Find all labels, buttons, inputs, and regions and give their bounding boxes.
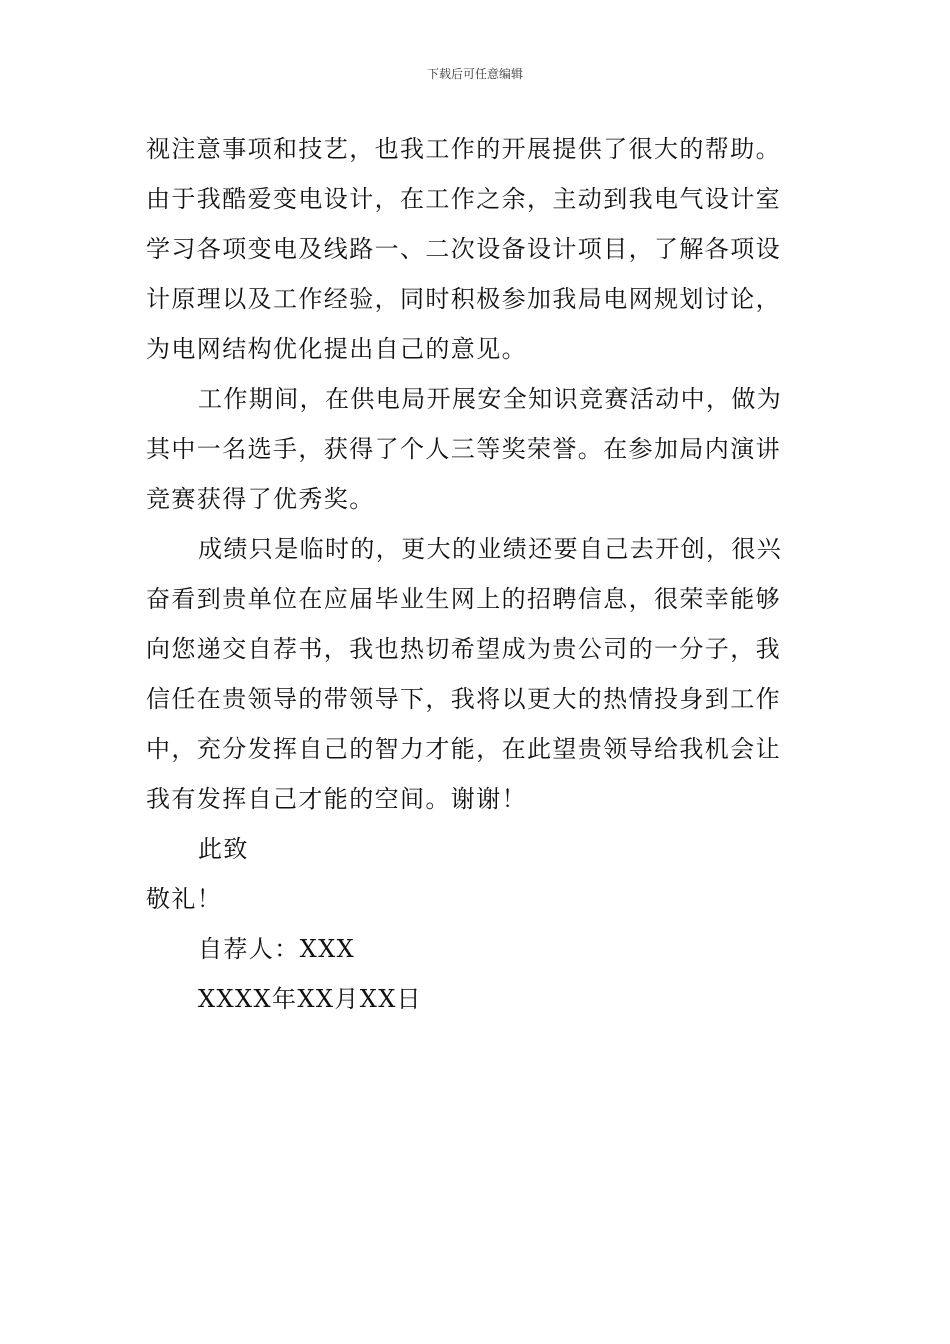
text-line: 由于我酷爱变电设计，在工作之余，主动到我电气设计室 [146,185,781,213]
paragraph-2 [146,374,808,524]
salutation-ci-zhi: 此致 [198,835,249,863]
text-line: 竞赛获得了优秀奖。 [146,485,375,513]
text-line: 其中一名选手，获得了个人三等奖荣誉。在参加局内演讲 [146,435,781,463]
paragraph-1 [146,124,808,374]
text-line: 我有发挥自己才能的空间。谢谢！ [146,785,527,813]
paragraph-3 [146,524,808,824]
text-line: 视注意事项和技艺，也我工作的开展提供了很大的帮助。 [146,135,781,163]
text-line: 中，充分发挥自己的智力才能，在此望贵领导给我机会让 [146,735,781,763]
text-line: 为电网结构优化提出自己的意见。 [146,335,527,363]
page-header: 下载后可任意编辑 [426,67,523,81]
text-line: 学习各项变电及线路一、二次设备设计项目，了解各项设 [146,235,781,263]
text-line: 工作期间，在供电局开展安全知识竞赛活动中，做为 [198,385,783,413]
date-line: XXXX年XX月XX日 [198,985,423,1013]
text-line: 计原理以及工作经验，同时积极参加我局电网规划讨论， [146,285,781,313]
text-line: 向您递交自荐书，我也热切希望成为贵公司的一分子，我 [146,635,781,663]
signer-line: 自荐人：XXX [198,935,356,963]
text-line: 信任在贵领导的带领导下，我将以更大的热情投身到工作 [146,685,781,713]
text-line: 奋看到贵单位在应届毕业生网上的招聘信息，很荣幸能够 [146,585,781,613]
salutation-jing-li: 敬礼！ [146,885,223,913]
text-line: 成绩只是临时的，更大的业绩还要自己去开创，很兴 [198,535,783,563]
letter-body [146,124,808,1024]
